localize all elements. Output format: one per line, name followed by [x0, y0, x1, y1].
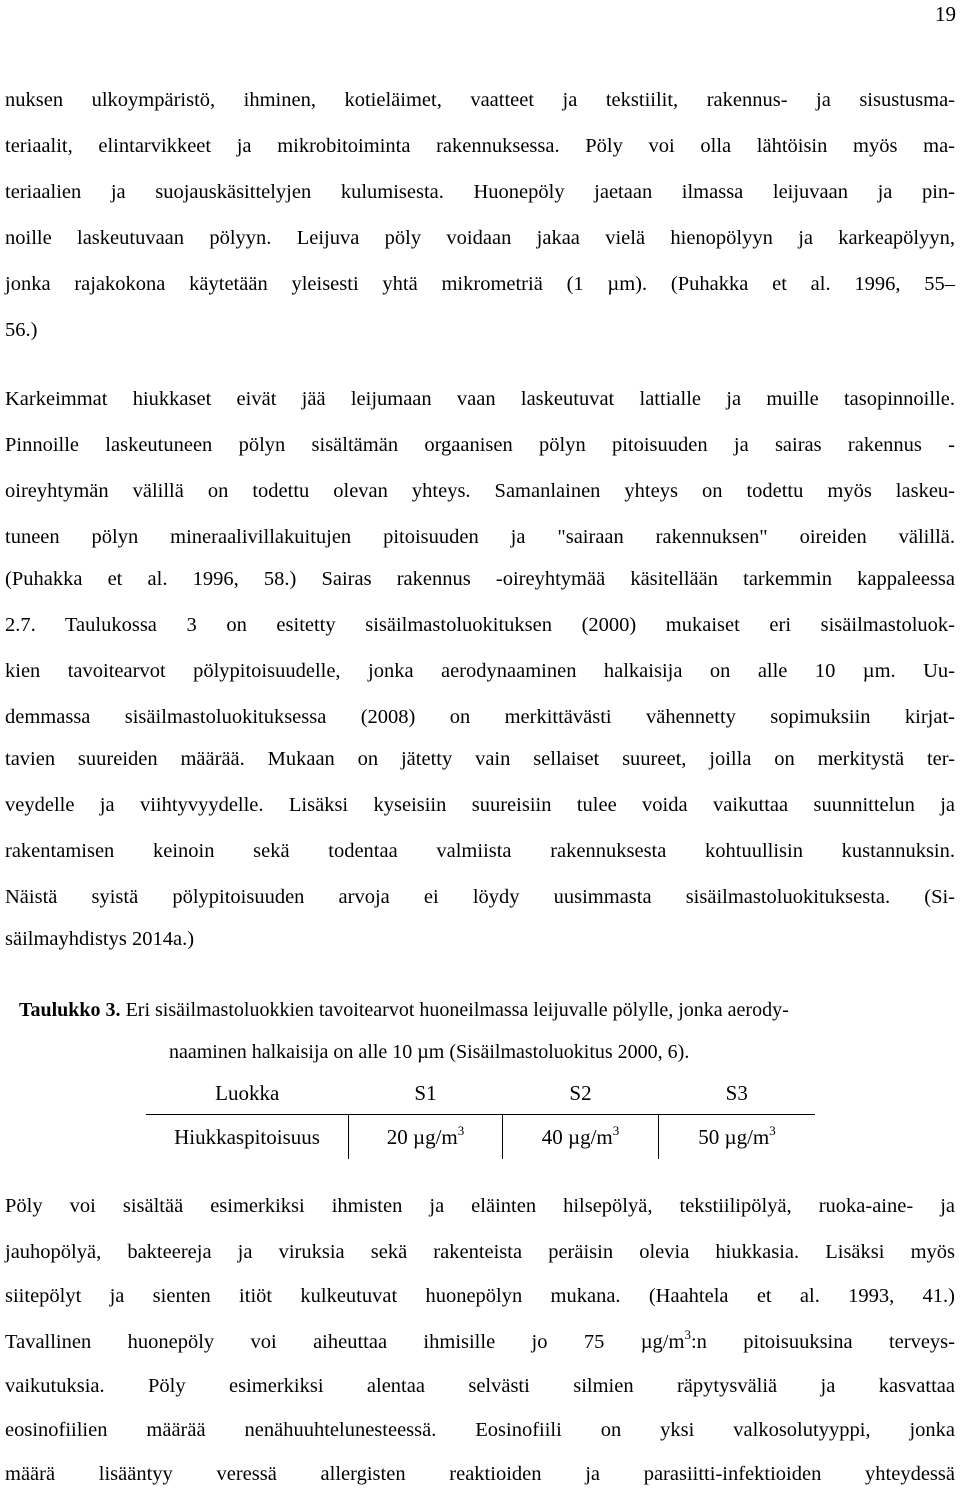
paragraph-2-line: oireyhtymän välillä on todettu olevan yhteys. Samanlainen yhteys on todettu myös laskeu- [5, 480, 955, 502]
table-row [146, 1115, 815, 1160]
paragraph-1-line: nuksen ulkoympäristö, ihminen, kotieläimet, vaatteet ja tekstiilit, rakennus- ja sisustusma- [5, 89, 955, 111]
table-header-cell: S2 [503, 1072, 659, 1115]
paragraph-2-line: demmassa sisäilmastoluokituksessa (2008) on merkittävästi vähennetty sopimuksiin kirjat- [5, 706, 955, 728]
paragraph-3-text: Tavallinen huonepöly voi aiheuttaa ihmisille jo 75 µg/m [5, 1331, 685, 1353]
paragraph-3-line: määrä lisääntyy veressä allergisten reaktioiden ja parasiitti-infektioiden yhteydessä [5, 1463, 955, 1485]
paragraph-1-line: teriaalien ja suojauskäsittelyjen kulumisesta. Huonepöly jaetaan ilmassa leijuvaan ja pin- [5, 181, 955, 203]
unit-exponent: 3 [684, 1327, 691, 1342]
unit-exponent: 3 [769, 1122, 776, 1138]
unit-exponent: 3 [457, 1122, 465, 1138]
paragraph-1-line: jonka rajakokona käytetään yleisesti yhtä mikrometriä (1 µm). (Puhakka et al. 1996, 55– [5, 273, 955, 295]
paragraph-2-line: veydelle ja viihtyvyydelle. Lisäksi kyseisiin suureisiin tulee voida vaikuttaa suunnittelun ja [5, 794, 955, 816]
paragraph-2-line: säilmayhdistys 2014a.) [5, 928, 195, 950]
paragraph-2-line: 2.7. Taulukossa 3 on esitetty sisäilmastoluokituksen (2000) mukaiset eri sisäilmastoluok- [5, 614, 955, 636]
table-cell [659, 1115, 816, 1160]
paragraph-1-line: 56.) [5, 319, 38, 341]
paragraph-3-text: :n pitoisuuksina terveys- [690, 1331, 955, 1353]
paragraph-3-line: eosinofiilien määrää nenähuuhtelunesteessä. Eosinofiili on yksi valkosolutyyppi, jonka [5, 1419, 955, 1441]
paragraph-2-line: rakentamisen keinoin sekä todentaa valmiista rakennuksesta kohtuullisin kustannuksin. [5, 840, 955, 862]
paragraph-2-line: tuneen pölyn mineraalivillakuitujen pitoisuuden ja "sairaan rakennuksen" oireiden välillä. [5, 526, 955, 548]
table-caption-continued: naaminen halkaisija on alle 10 µm (Sisäilmastoluokitus 2000, 6). [169, 1041, 690, 1063]
table-cell-value: 50 µg/m [698, 1124, 770, 1149]
table-caption [19, 998, 789, 1022]
table-caption-text: Eri sisäilmastoluokkien tavoitearvot huoneilmassa leijuvalle pölylle, jonka aerody- [120, 999, 789, 1021]
page-number: 19 [935, 2, 956, 26]
paragraph-3-line [5, 1327, 955, 1354]
paragraph-3-line: siitepölyt ja sienten itiöt kulkeutuvat huonepölyn mukana. (Haahtela et al. 1993, 41.) [5, 1285, 955, 1307]
paragraph-1-line: noille laskeutuvaan pölyyn. Leijuva pöly voidaan jakaa vielä hienopölyyn ja karkeapölyyn, [5, 227, 955, 249]
paragraph-3-line: jauhopölyä, bakteereja ja viruksia sekä rakenteista peräisin olevia hiukkasia. Lisäksi myös [5, 1241, 955, 1263]
dust-target-table [146, 1072, 815, 1159]
paragraph-2-line: kien tavoitearvot pölypitoisuudelle, jonka aerodynaaminen halkaisija on alle 10 µm. Uu- [5, 660, 955, 682]
table-header-cell: S1 [349, 1072, 503, 1115]
unit-exponent: 3 [612, 1122, 620, 1138]
table-header-row [146, 1072, 815, 1115]
paragraph-2-line: Pinnoille laskeutuneen pölyn sisältämän orgaanisen pölyn pitoisuuden ja sairas rakennus - [5, 434, 955, 456]
table-cell [349, 1115, 503, 1160]
paragraph-1-line: teriaalit, elintarvikkeet ja mikrobitoiminta rakennuksessa. Pöly voi olla lähtöisin myös ma- [5, 135, 955, 157]
table-row-label: Hiukkaspitoisuus [174, 1124, 320, 1149]
table-cell-value: 40 µg/m [541, 1124, 613, 1149]
table-header-cell: Luokka [146, 1072, 349, 1115]
table-cell-value: 20 µg/m [386, 1124, 458, 1149]
paragraph-2-line: Karkeimmat hiukkaset eivät jää leijumaan vaan laskeutuvat lattialle ja muille tasopinnoille. [5, 388, 955, 410]
table-caption-label: Taulukko 3. [19, 999, 121, 1021]
paragraph-3-line: vaikutuksia. Pöly esimerkiksi alentaa selvästi silmien räpytysväliä ja kasvattaa [5, 1375, 955, 1397]
table-header-cell: S3 [659, 1072, 816, 1115]
paragraph-2-line: (Puhakka et al. 1996, 58.) Sairas rakennus -oireyhtymää käsitellään tarkemmin kappaleessa [5, 568, 955, 590]
table-cell [503, 1115, 659, 1160]
paragraph-2-line: Näistä syistä pölypitoisuuden arvoja ei löydy uusimmasta sisäilmastoluokituksesta. (Si- [5, 886, 955, 908]
paragraph-3-line: Pöly voi sisältää esimerkiksi ihmisten ja eläinten hilsepölyä, tekstiilipölyä, ruoka-aine- ja [5, 1195, 955, 1217]
paragraph-2-line: tavien suureiden määrää. Mukaan on jätetty vain sellaiset suureet, joilla on merkitystä ter- [5, 748, 955, 770]
